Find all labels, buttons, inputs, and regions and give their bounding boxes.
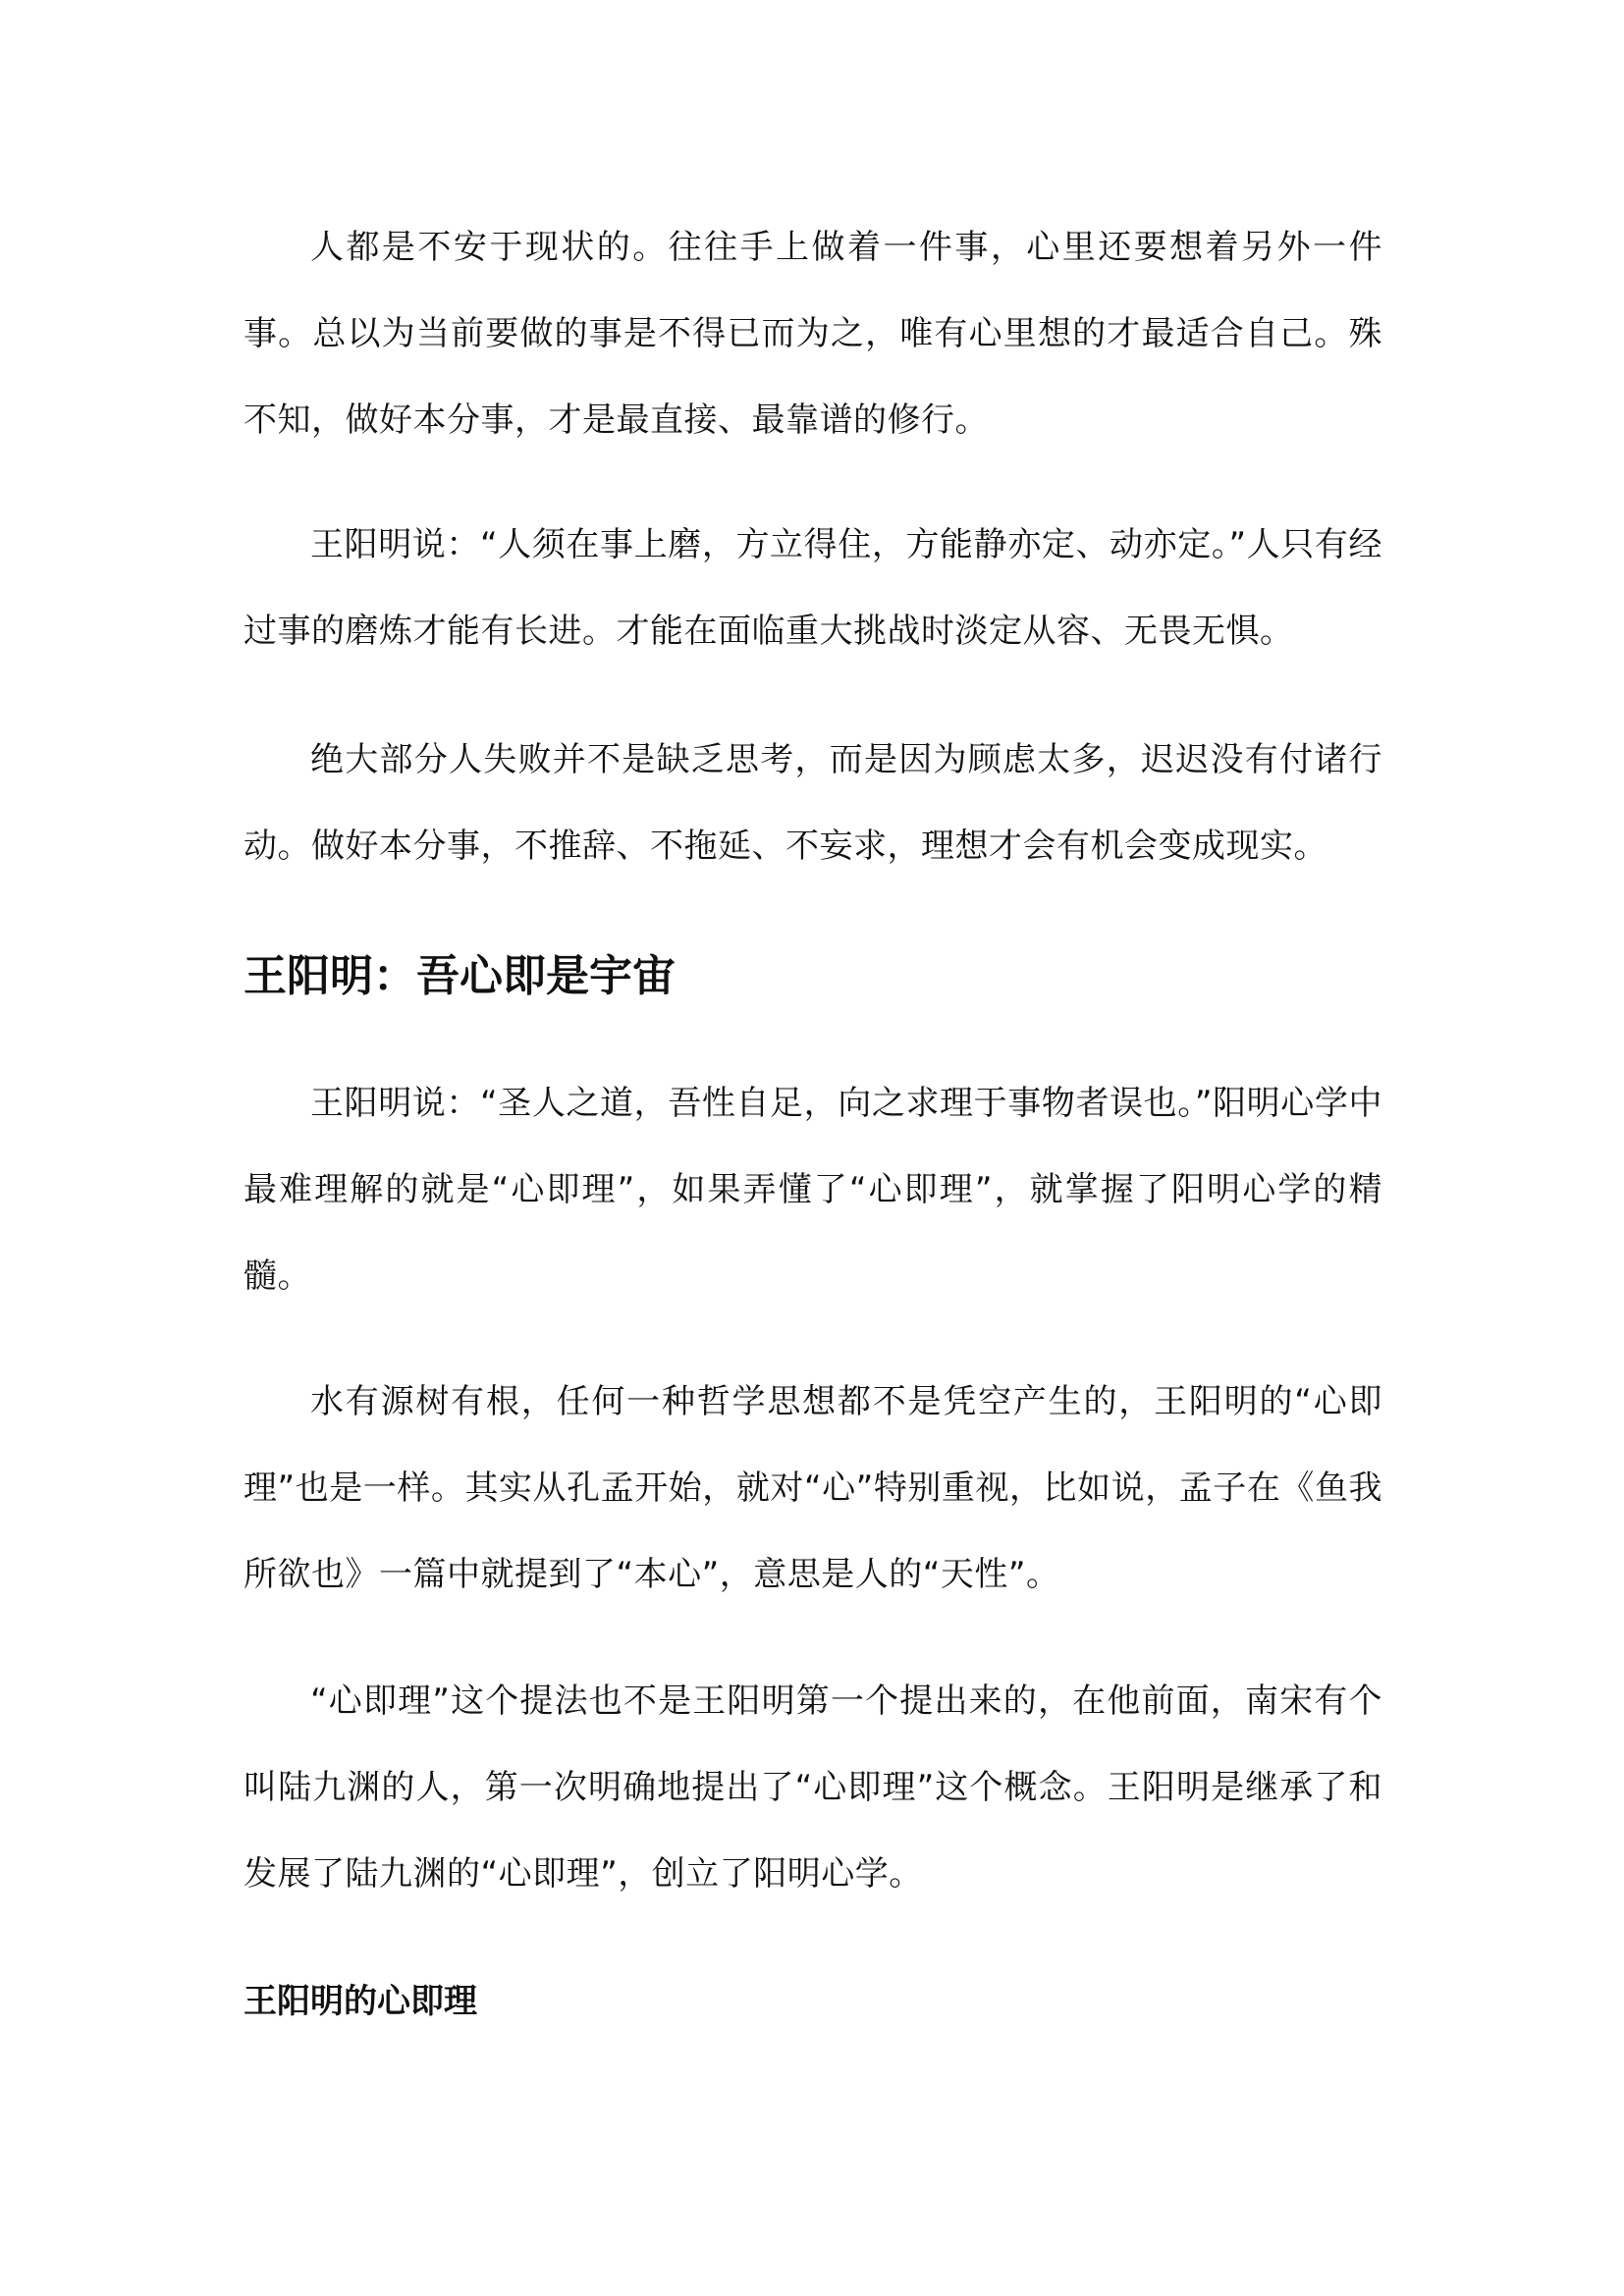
paragraph-3 (244, 717, 1382, 889)
heading-text: 王阳明的心即理 (244, 1982, 477, 2021)
paragraph-4 (244, 1060, 1382, 1319)
paragraph-6 (244, 1658, 1382, 1917)
paragraph-text: 绝大部分人失败并不是缺乏思考，而是因为顾虑太多，迟迟没有付诸行动。做好本分事，不推辞、不拖延、不妄求，理想才会有机会变成现实。 (244, 740, 1382, 866)
paragraph-text: 人都是不安于现状的。往往手上做着一件事，心里还要想着另外一件事。总以为当前要做的事是不得已而为之，唯有心里想的才最适合自己。殊不知，做好本分事，才是最直接、最靠谱的修行。 (244, 228, 1382, 440)
paragraph-5 (244, 1359, 1382, 1618)
section-heading (244, 947, 1382, 1006)
paragraph-1 (244, 204, 1382, 463)
heading-text: 王阳明：吾心即是宇宙 (244, 951, 676, 1001)
paragraph-text: 王阳明说：“圣人之道，吾性自足，向之求理于事物者误也。”阳明心学中最难理解的就是“心即理”，如果弄懂了“心即理”，就掌握了阳明心学的精髓。 (244, 1084, 1382, 1296)
paragraph-2 (244, 502, 1382, 674)
subsection-heading (244, 1978, 1382, 2025)
paragraph-text: 王阳明说：“人须在事上磨，方立得住，方能静亦定、动亦定。”人只有经过事的磨炼才能有长进。才能在面临重大挑战时淡定从容、无畏无惧。 (244, 525, 1382, 651)
paragraph-text: 水有源树有根，任何一种哲学思想都不是凭空产生的，王阳明的“心即理”也是一样。其实从孔孟开始，就对“心”特别重视，比如说，孟子在《鱼我所欲也》一篇中就提到了“本心”，意思是人的“天性”。 (244, 1382, 1382, 1594)
paragraph-text: “心即理”这个提法也不是王阳明第一个提出来的，在他前面，南宋有个叫陆九渊的人，第一次明确地提出了“心即理”这个概念。王阳明是继承了和发展了陆九渊的“心即理”，创立了阳明心学。 (244, 1682, 1382, 1894)
